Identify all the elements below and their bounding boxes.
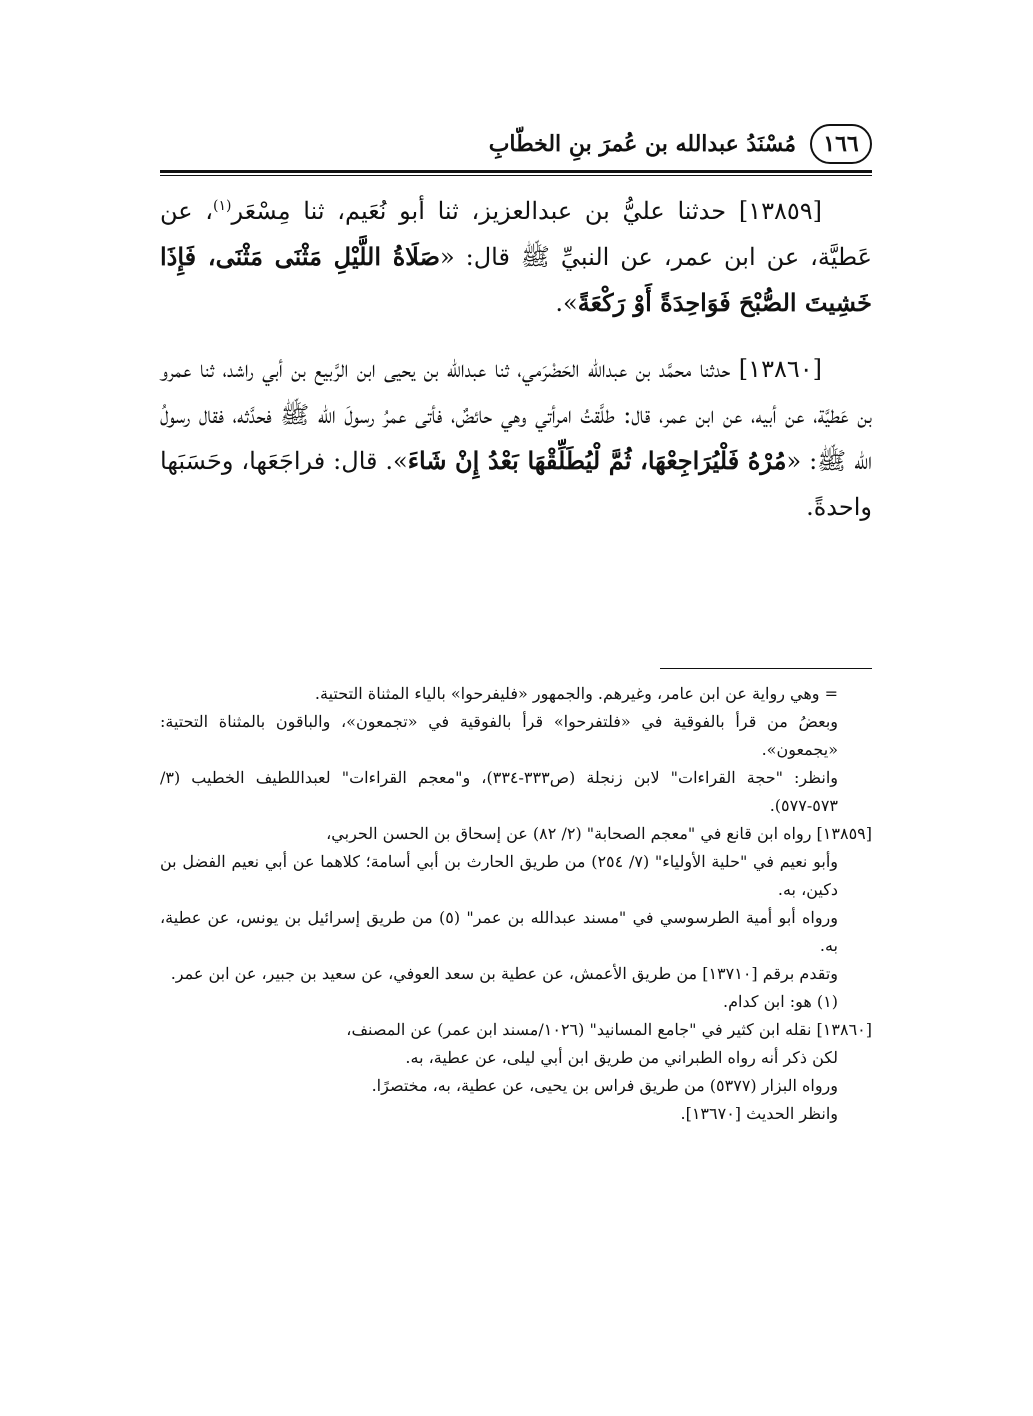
- page-header: [160, 118, 872, 170]
- hadith-13859: [160, 188, 872, 326]
- footnote-line: لكن ذكر أنه رواه الطبراني من طريق ابن أبي ليلى، عن عطية، به.: [405, 1048, 838, 1067]
- footnote-line: وانظر: "حجة القراءات" لابن زنجلة (ص٣٣٣-٣٣٤)، و"معجم القراءات" لعبداللطيف الخطيب (٣/ ٥٧٣-٥٧٧).: [160, 768, 838, 815]
- footnote-line: وتقدم برقم [١٣٧١٠] من طريق الأعمش، عن عطية بن سعد العوفي، عن سعيد بن جبير، عن ابن عمر.: [170, 964, 838, 983]
- footnote-line: [١٣٨٦٠] نقله ابن كثير في "جامع المسانيد" (١٠٢٦/مسند ابن عمر) عن المصنف،: [346, 1020, 872, 1039]
- page-number: ١٦٦: [810, 124, 872, 164]
- footnote-line: وأبو نعيم في "حلية الأولياء" (٧/ ٢٥٤) من طريق الحارث بن أبي أسامة؛ كلاهما عن أبي نعيم الفضل بن دكين، به.: [160, 852, 838, 899]
- footnote-reference[interactable]: (١): [213, 198, 232, 214]
- hadith-text: ».: [555, 289, 578, 317]
- footnote-line: = وهي رواية عن ابن عامر، وغيرهم. والجمهور «فليفرحوا» بالياء المثناة التحتية.: [314, 684, 838, 703]
- hadith-matn: صَلَاةُ اللَّيْلِ مَثْنَى مَثْنَى، فَإِذَا خَشِيتَ الصُّبْحَ فَوَاحِدَةً أَوْ رَكْعَةً: [160, 242, 872, 317]
- hadith-text: ، عن عَطيَّة، عن ابن عمر، عن النبيِّ ﷺ قال: «: [160, 197, 872, 271]
- hadith-text: ». قال: فراجَعَها، وحَسَبَها واحدةً.: [160, 447, 872, 521]
- main-text: [160, 188, 872, 550]
- footnote-line: (١) هو: ابن كدام.: [723, 992, 838, 1011]
- header-divider: [160, 170, 872, 176]
- hadith-text: [١٣٨٥٩] حدثنا عليُّ بن عبدالعزيز، ثنا أبو نُعَيم، ثنا مِسْعَر: [231, 197, 823, 225]
- footnote-line: ورواه أبو أمية الطرسوسي في "مسند عبدالله بن عمر" (٥) من طريق إسرائيل بن يونس، عن عطية، به.: [160, 908, 839, 955]
- hadith-text: [١٣٨٦٠] حدثنا محمَّد بن عبدالله الحَضْرَمي، ثنا عبدالله بن يحيى ابن الرَّبيع بن أبي راشد، ثنا عمرو بن عَطيَّة، عن أبيه، عن ابن عمر، قال: طلَّقتُ امرأتي وهي حائضٌ، فأتى عمرُ رسولَ الله ﷺ فحدَّثه، فقال رسولُ الله ﷺ: «: [160, 355, 873, 475]
- footnote-line: ورواه البزار (٥٣٧٧) من طريق فراس بن يحيى، عن عطية، به، مختصرًا.: [371, 1076, 838, 1095]
- footnote-line: وبعضُ من قرأ بالفوقية في «فلتفرحوا» قرأ بالفوقية في «تجمعون»، والباقون بالمثناة التحتية: «يجمعون».: [160, 712, 838, 759]
- footnote-divider: [660, 668, 872, 669]
- footnote-line: وانظر الحديث [١٣٦٧٠].: [680, 1104, 838, 1123]
- footnotes: [160, 680, 872, 1128]
- running-title: مُسْنَدُ عبدالله بن عُمرَ بنِ الخطّابِ: [488, 131, 796, 157]
- footnote-line: [١٣٨٥٩] رواه ابن قانع في "معجم الصحابة" (٢/ ٨٢) عن إسحاق بن الحسن الحربي،: [326, 824, 872, 843]
- hadith-matn: مُرْهُ فَلْيُرَاجِعْهَا، ثُمَّ لْيُطَلِّقْهَا بَعْدُ إِنْ شَاءَ: [407, 446, 787, 475]
- hadith-13860: [160, 346, 872, 530]
